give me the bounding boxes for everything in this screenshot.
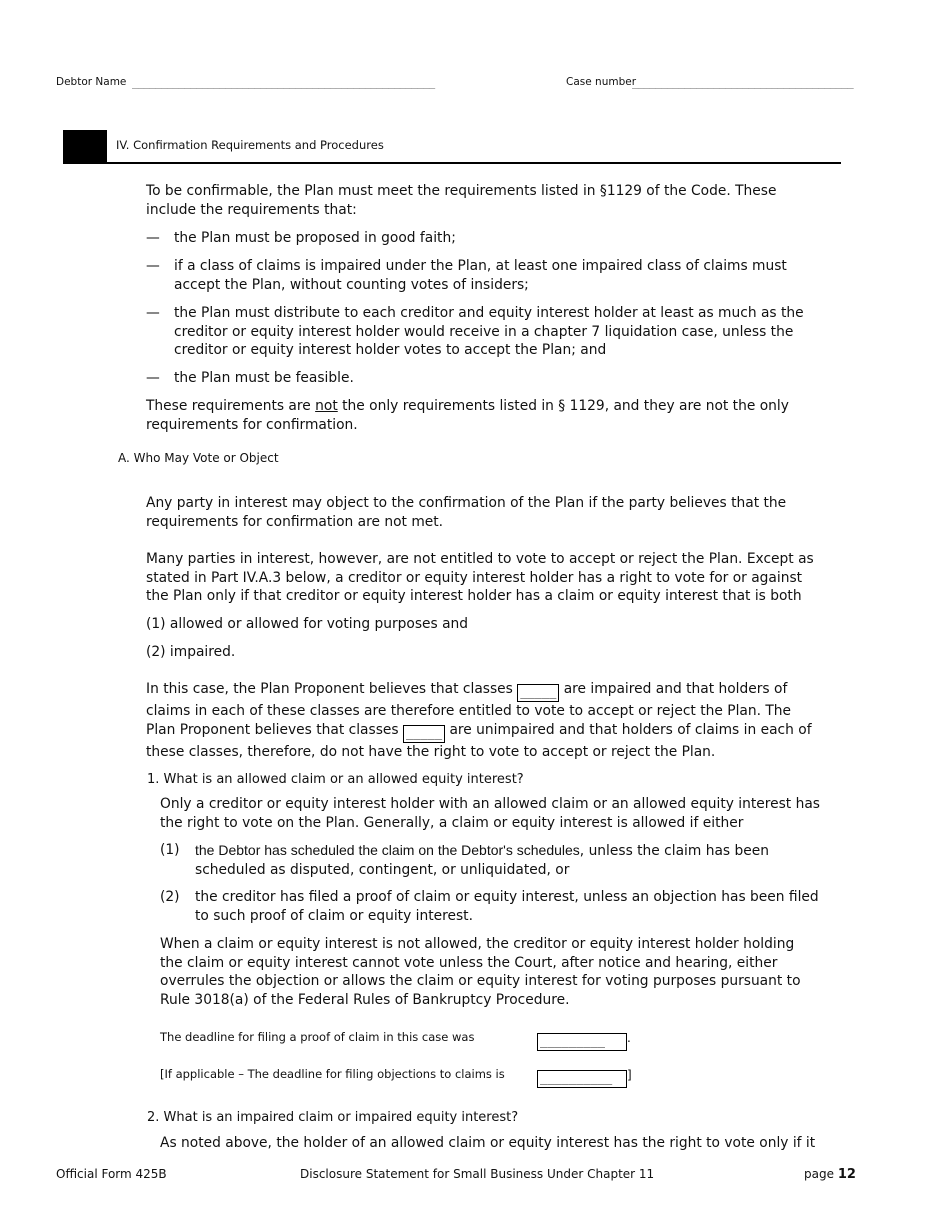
bullet-text: if a class of claims is impaired under the Plan, at least one impaired class of claims must accept the Plan, without counting votes of insiders; [174, 258, 787, 293]
intro-paragraph: To be confirmable, the Plan must meet the requirements listed in §1129 of the Code. These include the requirements that: [146, 183, 777, 218]
object-paragraph: Any party in interest may object to the confirmation of the Plan if the party believes that the requirements for confirmation are not met. [146, 495, 787, 530]
deadline-objection-field[interactable]: __________ [537, 1070, 627, 1088]
deadline-proof-label: The deadline for filing a proof of claim in this case was [160, 1030, 475, 1044]
footer-page-number: 12 [837, 1167, 856, 1182]
requirements-note-not: not [315, 398, 338, 414]
item-text-b: , unless the claim has been scheduled as disputed, contingent, or unliquidated, or [195, 843, 769, 878]
section-heading-block [63, 130, 107, 162]
debtor-name-field[interactable]: ____________________________________________________ [132, 77, 435, 89]
requirements-note [146, 397, 806, 434]
classes-paragraph [146, 680, 814, 761]
vote-paragraph: Many parties in interest, however, are not entitled to vote to accept or reject the Plan. Except as stated in Part IV.A.3 below, a creditor or equity interest holder has a right to vote for or against the Plan only if that creditor or equity interest holder has a claim or equity interest that is both [146, 551, 814, 605]
section-heading [63, 130, 841, 164]
bullet-text: the Plan must be proposed in good faith; [174, 230, 456, 246]
q2-paragraph: As noted above, the holder of an allowed claim or equity interest has the right to vote only if it [160, 1135, 816, 1151]
not-allowed-paragraph: When a claim or equity interest is not allowed, the creditor or equity interest holder holding the claim or equity interest cannot vote unless the Court, after notice and hearing, either overrules the objection or allows the claim or equity interest for voting purposes pursuant to Rule 3018(a) of the Federal Rules of Bankruptcy Procedure. [160, 936, 801, 1008]
unimpaired-classes-field[interactable]: _____ [403, 725, 445, 743]
item-text [195, 841, 820, 879]
deadline-objection-label: [If applicable – The deadline for filing objections to claims is [160, 1067, 505, 1081]
debtor-name-label: Debtor Name [56, 76, 127, 88]
bullet-dash: — [146, 305, 160, 321]
case-number-field[interactable]: ______________________________________ [632, 77, 854, 89]
requirements-note-a: These requirements are [146, 398, 316, 414]
vote-condition-1: (1) allowed or allowed for voting purposes and [146, 616, 469, 632]
vote-condition-2: (2) impaired. [146, 644, 236, 660]
deadline-proof-field[interactable]: _________ [537, 1033, 627, 1051]
footer-title: Disclosure Statement for Small Business Under Chapter 11 [300, 1167, 655, 1181]
classes-text-c: are unimpaired and that holders of claims in each of these classes, therefore, do not have the right to vote to accept or reject the Plan. [146, 721, 812, 760]
q1-title: 1. What is an allowed claim or an allowed equity interest? [147, 772, 524, 787]
bullet-dash: — [146, 258, 160, 274]
subsection-a-title: A. Who May Vote or Object [118, 451, 279, 465]
bullet-text: the Plan must distribute to each creditor and equity interest holder at least as much as the creditor or equity interest holder would receive in a chapter 7 liquidation case, unless the creditor or equity interest holder votes to accept the Plan; and [174, 305, 804, 359]
q2-title: 2. What is an impaired claim or impaired equity interest? [147, 1110, 519, 1125]
impaired-classes-field[interactable]: _____ [517, 684, 559, 702]
footer-form-number: Official Form 425B [56, 1167, 167, 1181]
requirements-note-b: the only requirements listed in § 1129, and they are not the only requirements for confirmation. [146, 398, 789, 433]
section-title: IV. Confirmation Requirements and Procedures [116, 138, 384, 152]
classes-text-a: In this case, the Plan Proponent believes that classes [146, 681, 518, 697]
deadline-objection-suffix: ] [627, 1068, 632, 1082]
item-number: (1) [160, 842, 180, 858]
bullet-dash: — [146, 230, 160, 246]
item-text: the creditor has filed a proof of claim or equity interest, unless an objection has been filed to such proof of claim or equity interest. [195, 889, 819, 924]
deadline-proof-suffix: . [627, 1031, 631, 1045]
deadline-proof-row [537, 1027, 631, 1051]
footer-page [804, 1167, 856, 1182]
bullet-text: the Plan must be feasible. [174, 370, 354, 386]
classes-text-b: are impaired and that holders of claims in each of these classes are therefore entitled to vote to accept or reject the Plan. The Plan Proponent believes that classes [146, 681, 792, 738]
bullet-dash: — [146, 370, 160, 386]
footer-page-label: page [804, 1167, 834, 1181]
item-text-a: the Debtor has scheduled the claim on the Debtor's schedules [195, 842, 580, 858]
deadline-objection-row [537, 1064, 632, 1088]
case-number-label: Case number [566, 76, 637, 88]
q1-paragraph: Only a creditor or equity interest holder with an allowed claim or an allowed equity interest has the right to vote on the Plan. Generally, a claim or equity interest is allowed if either [160, 796, 820, 831]
item-number: (2) [160, 889, 180, 905]
